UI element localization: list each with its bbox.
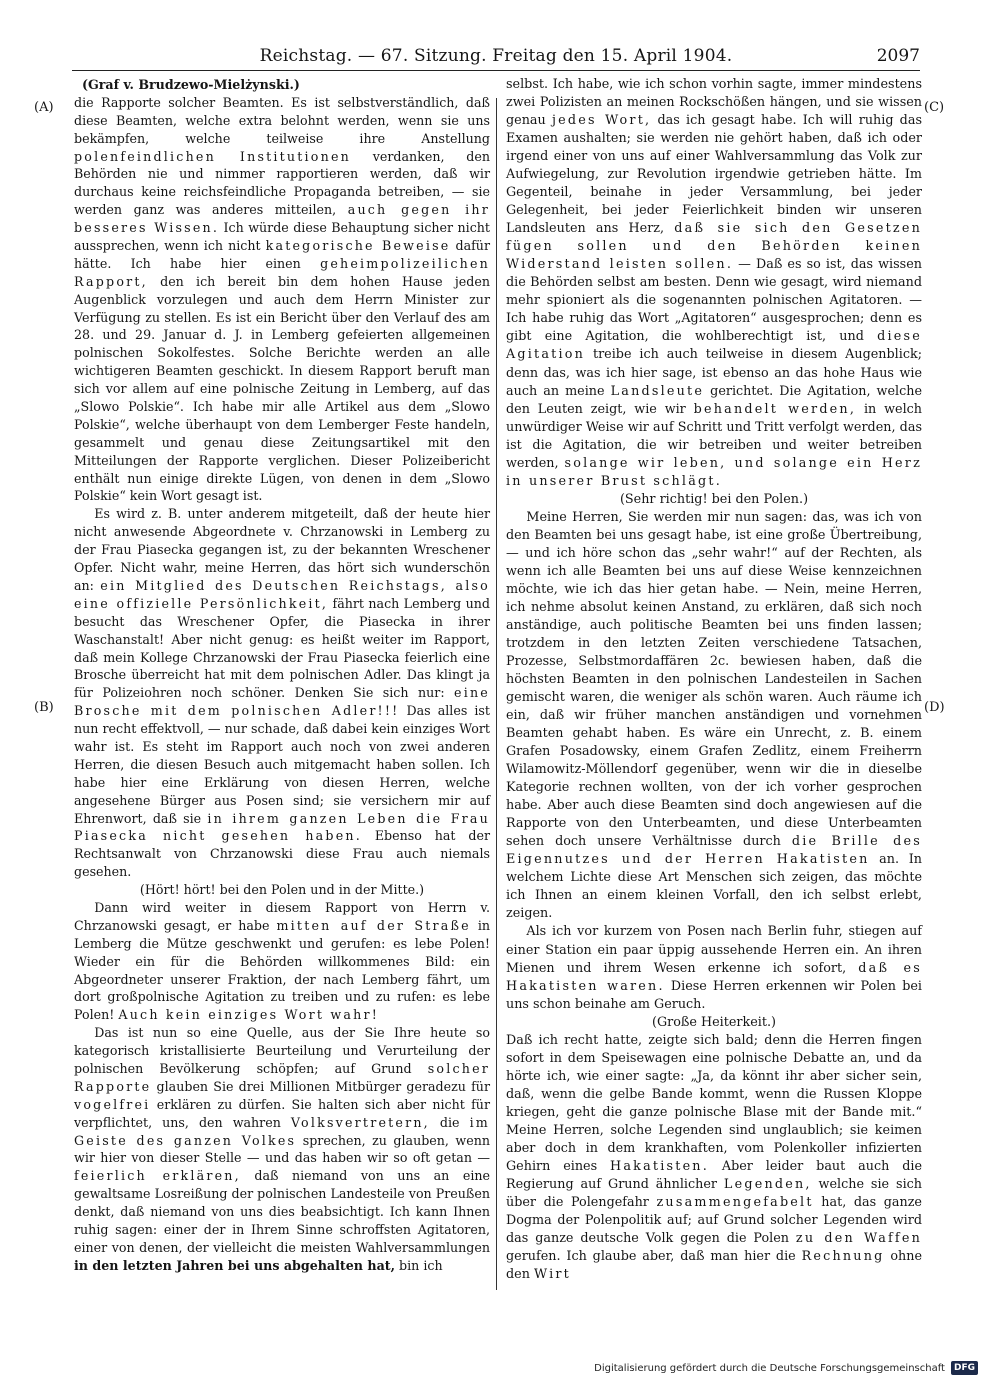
right-column <box>506 76 922 1284</box>
margin-marker-d: (D) <box>924 700 945 715</box>
margin-marker-a: (A) <box>34 100 54 115</box>
column-divider <box>496 98 497 1290</box>
footer-text: Digitalisierung gefördert durch die Deutsche Forschungsgemeinschaft <box>594 1362 945 1374</box>
paragraph: Es wird z. B. unter anderem mitgeteilt, daß der heute hier nicht anwesende Abgeordnete v. Chrzanowski in Lemberg zu der Frau Piasecka gegangen ist, zu der bekannten Wreschener Opfer. Nicht wahr, meine Herren, das hört sich wunderschön an: ein Mitglied des Deutschen Reichstags, also eine offizielle Persönlichkeit, fährt nach Lemberg und besucht das Wreschener Opfer, die Piasecka in ihrer Waschanstalt! Aber nicht genug: es heißt weiter im Rapport, daß mein Kollege Chrzanowski der Frau Piasecka feierlich eine Brosche überreicht hat mit dem polnischen Adler. Das klingt ja für Polizeiohren noch schöner. Denken Sie sich nur: eine Brosche mit dem polnischen Adler!!! Das alles ist nun recht effektvoll, — nur schade, daß dabei kein einziges Wort wahr ist. Es steht im Rapport auch noch von zwei anderen Herren, die diesen Besuch auch mitgemacht haben sollen. Ich habe hier eine Erklärung von diesen Herren, welche angesehene Bürger aus Posen sind; sie versichern mir auf Ehrenwort, daß sie in ihrem ganzen Leben die Frau Piasecka nicht gesehen haben. Ebenso hat der Rechtsanwalt von Chrzanowski diese Frau auch niemals gesehen. <box>74 506 490 880</box>
page-number: 2097 <box>876 46 920 66</box>
paragraph: selbst. Ich habe, wie ich schon vorhin sagte, immer mindestens zwei Polizisten an meinen Rockschößen hängen, und sie wissen genau jedes Wort, das ich gesagt habe. Ich will ruhig das Examen aushalten; sie werden nie gehört haben, daß ich oder irgend einer von uns auf einer Wahlversammlung das Volk zur Aufwiegelung, zur Revolution irgendwie getrieben hätte. Im Gegenteil, beinahe in jeder Versammlung, bei jeder Gelegenheit, bei jeder Feierlichkeit binden wir unseren Landsleuten ans Herz, daß sie sich den Gesetzen fügen sollen und den Behörden keinen Widerstand leisten sollen. — Daß es so ist, das wissen die Behörden selbst am besten. Denn wie gesagt, wird niemand mehr spioniert als die sogenannten polnischen Agitatoren. — Ich habe ruhig das Wort „Agitatoren“ ausgesprochen; denn es gibt eine Agitation, die wohlberechtigt ist, und diese Agitation treibe ich auch teilweise in diesem Augenblick; denn das, was ich hier sage, ist ebenso an das hohe Haus wie auch an meine Landsleute gerichtet. Die Agitation, welche den Leuten zeigt, wie wir behandelt werden, in welch unwürdiger Weise wir auf Schritt und Tritt verfolgt werden, das ist die Agitation, die wir betreiben und weiter betreiben werden, solange wir leben, und solange ein Herz in unserer Brust schlägt. <box>506 77 922 489</box>
interjection: (Große Heiterkeit.) <box>651 1014 777 1030</box>
paragraph: Das ist nun so eine Quelle, aus der Sie Ihre heute so kategorisch kristallisierte Beurteilung und Verurteilung der polnischen Bevölkerung schöpfen; auf Grund solcher Rapporte glauben Sie drei Millionen Mitbürger geradezu für vogelfrei erklären zu dürfen. Sie halten sich aber nicht für verpflichtet, uns, den wahren Volksvertretern, die im Geiste des ganzen Volkes sprechen, zu glauben, wenn wir hier von dieser Stelle — und das haben wir so oft getan — feierlich erklären, daß niemand von uns an eine gewaltsame Losreißung der polnischen Landesteile von Preußen denkt, daß niemand von uns dies beabsichtigt. Ich kann Ihnen ruhig sagen: einer der in Ihrem Sinne schroffsten Agitatoren, einer von denen, der vielleicht die meisten Wahlversammlungen in den letzten Jahren bei uns abgehalten hat, bin ich <box>74 1025 490 1273</box>
speaker-label: (Graf v. Brudzewo-Mielżynski.) <box>82 77 300 92</box>
paragraph: Meine Herren, Sie werden mir nun sagen: das, was ich von den Beamten bei uns gesagt habe, ist eine große Übertreibung, — und ich höre schon das „sehr wahr!“ auf der Rechten, als wenn ich alle Beamten bei uns auf diese Weise kennzeichnen möchte, wie ich das hier getan habe. — Nein, meine Herren, ich nehme absolut keinen Anstand, zu erklären, daß sich noch anständige, auch politische Beamten bei uns finden lassen; trotzdem in den letzten Zeiten verschiedene Tatsachen, Prozesse, Selbstmordaffären 2c. bewiesen haben, daß die höchsten Beamten in den polnischen Landesteilen in Sachen gemischt waren, die weniger als schön waren. Auch räume ich ein, daß wir früher manchen anständigen und vornehmen Beamten gehabt haben. Es wäre ein Unrecht, z. B. einem Grafen Posadowsky, einem Grafen Zedlitz, einem Freiherrn Wilamowitz-Möllendorf gegenüber, wenn wir die in dieselbe Kategorie rechnen wollten, von der ich vorher gesprochen habe. Aber auch diese Beamten sind doch angewiesen auf die Rapporte von den Unterbeamten, und diese Unterbeamten sehen doch unsere Verhältnisse durch die Brille des Eigennutzes und der Herren Hakatisten an. In welchem Lichte diese Art Menschen sich zeigen, das möchte ich Ihnen an einem kleinen Vorfall, den ich selbst erlebt, zeigen. <box>506 509 922 922</box>
interjection: (Sehr richtig! bei den Polen.) <box>619 491 809 507</box>
page-header <box>72 44 920 71</box>
margin-marker-c: (C) <box>924 100 945 115</box>
paragraph: die Rapporte solcher Beamten. Es ist selbstverständlich, daß diese Beamten, welche extra belohnt werden, wenn sie uns bekämpfen, welche teilweise ihre Anstellung polenfeindlichen Institutionen verdanken, den Behörden nie und nimmer rapportieren werden, daß wir durchaus keine reichsfeindliche Propaganda betreiben, — sie werden ganz was anderes mitteilen, auch gegen ihr besseres Wissen. Ich würde diese Behauptung sicher nicht aussprechen, wenn ich nicht kategorische Beweise dafür hätte. Ich habe hier einen geheimpolizeilichen Rapport, den ich bereit bin dem hohen Hause jeden Augenblick vorzulegen und auch dem Herrn Minister zur Verfügung zu stellen. Es ist ein Bericht über den Verlauf des am 28. und 29. Januar d. J. in Lemberg gefeierten allgemeinen polnischen Sokolfestes. Solche Berichte werden an alle wichtigeren Beamten geschickt. In diesem Rapport beruft man sich vor allem auf eine polnische Zeitung in Lemberg, auf das „Slowo Polskie“. Ich habe mir alle Artikel aus dem „Slowo Polskie“, welche überhaupt von dem Lemberger Feste handeln, gesammelt und genau diese Zeitungsartikel mit den Mitteilungen der Rapporte verglichen. Dieser Polizeibericht enthält nun einige direkte Lügen, von denen in dem „Slowo Polskie“ kein Wort gesagt ist. <box>74 94 491 504</box>
dfg-logo-icon: DFG <box>951 1361 978 1375</box>
interjection: (Hört! hört! bei den Polen und in der Mitte.) <box>139 882 425 898</box>
margin-marker-b: (B) <box>34 700 54 715</box>
paragraph: Dann wird weiter in diesem Rapport von Herrn v. Chrzanowski gesagt, er habe mitten auf der Straße in Lemberg die Mütze geschwenkt und gerufen: es lebe Polen! Wieder ein für die Behörden willkommenes Bild: ein Abgeordneter unserer Fraktion, der nach Lemberg fährt, um dort großpolnische Agitation zu treiben und zu rufen: es lebe Polen! Auch kein einziges Wort wahr! <box>74 899 491 1023</box>
paragraph: Daß ich recht hatte, zeigte sich bald; denn die Herren fingen sofort in dem Speisewagen eine polnische Debatte an, und da hörte ich, wie einer sagte: „Ja, da könnt ihr aber sicher sein, daß, wenn die gelbe Bande kommt, wenn die Russen Kloppe kriegen, geht die ganze polnische Blase mit der Bande mit.“ Meine Herren, solche Legenden sind unglaublich; sie keimen aber doch in dem krankhaften, vom Polenkoller infizierten Gehirn eines Hakatisten. Aber leider baut auch die Regierung auf Grund ähnlicher Legenden, welche sie sich über die Polengefahr zusammengefabelt hat, das ganze Dogma der Polenpolitik auf; auf Grund solcher Legenden wird das ganze deutsche Volk gegen die Polen zu den Waffen gerufen. Ich glaube aber, daß man hier die Rechnung ohne den Wirt <box>506 1032 923 1283</box>
left-column <box>74 76 490 1275</box>
footer-credit <box>594 1360 978 1376</box>
paragraph: Als ich vor kurzem von Posen nach Berlin fuhr, stiegen auf einer Station ein paar üppig aussehende Herren ein. An ihren Mienen und ihrem Wesen erkenne ich sofort, daß es Hakatisten waren. Diese Herren erkennen wir Polen bei uns schon beinahe am Geruch. <box>506 924 922 1012</box>
running-title: Reichstag. — 67. Sitzung. Freitag den 15. April 1904. <box>259 46 733 66</box>
